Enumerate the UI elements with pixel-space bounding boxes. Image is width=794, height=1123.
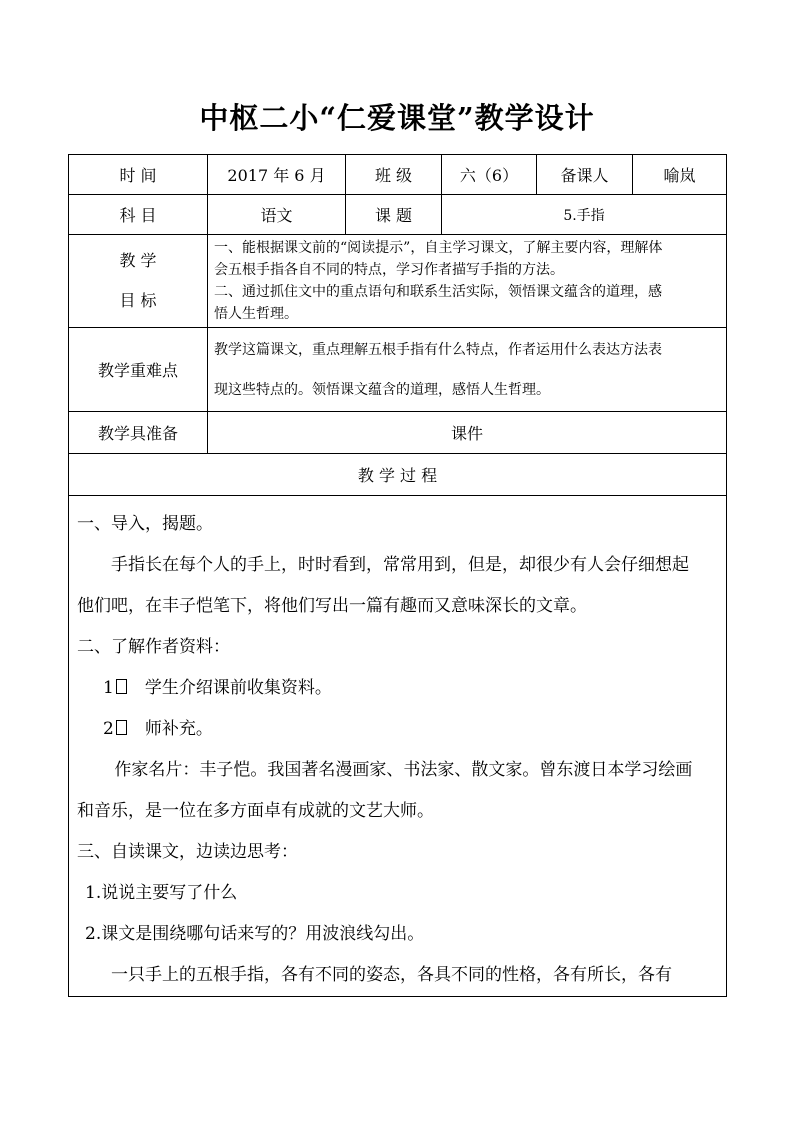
list-text: 师补充。 (144, 719, 213, 739)
paragraph-line: 他们吧，在丰子恺笔下，将他们写出一篇有趣而又意味深长的文章。 (77, 596, 587, 616)
process-header: 教 学 过 程 (69, 454, 727, 496)
time-value: 2017 年 6 月 (208, 155, 346, 195)
key-points-label: 教学重难点 (69, 328, 208, 412)
preparer-value: 喻岚 (633, 155, 727, 195)
prep-value: 课件 (208, 412, 727, 454)
list-number: 1 (103, 678, 114, 698)
list-number: 2 (103, 719, 114, 739)
box-glyph (116, 720, 127, 735)
paragraph-line: 和音乐，是一位在多方面卓有成就的文艺大师。 (77, 801, 434, 821)
subject-row (69, 195, 727, 235)
section-title: 一、导入，揭题。 (77, 514, 213, 534)
key-point-line: 现这些特点的。领悟课文蕴含的道理，感悟人生哲理。 (214, 381, 550, 398)
process-header-row (69, 454, 727, 496)
key-points-row (69, 328, 727, 412)
class-value: 六（6） (442, 155, 537, 195)
class-label: 班 级 (346, 155, 442, 195)
process-row (69, 496, 727, 997)
goals-content (208, 235, 727, 328)
info-row (69, 155, 727, 195)
goal-line: 一、能根据课文前的“阅读提示”，自主学习课文，了解主要内容，理解体 (214, 240, 663, 256)
question-line: 2.课文是围绕哪句话来写的？用波浪线勾出。 (85, 924, 425, 944)
process-content (69, 496, 727, 997)
key-point-line: 教学这篇课文，重点理解五根手指有什么特点，作者运用什么表达方法表 (214, 341, 662, 358)
preparer-label: 备课人 (537, 155, 633, 195)
goals-label-line1: 教 学 (119, 251, 157, 270)
goal-line: 会五根手指各自不同的特点，学习作者描写手指的方法。 (214, 262, 564, 278)
goal-line: 二、通过抓住文中的重点语句和联系生活实际，领悟课文蕴含的道理，感 (214, 284, 662, 300)
prep-row (69, 412, 727, 454)
topic-value: 5.手指 (442, 195, 727, 235)
list-text: 学生介绍课前收集资料。 (144, 678, 332, 698)
lesson-plan-table (68, 154, 727, 997)
paragraph-line: 作家名片：丰子恺。我国著名漫画家、书法家、散文家。曾东渡日本学习绘画 (114, 760, 693, 780)
subject-value: 语文 (208, 195, 346, 235)
key-points-content (208, 328, 727, 412)
goals-row (69, 235, 727, 328)
section-title: 三、自读课文，边读边思考： (77, 842, 298, 862)
time-label: 时 间 (69, 155, 208, 195)
section-title: 二、了解作者资料： (77, 637, 230, 657)
list-item (77, 668, 718, 709)
box-glyph (116, 679, 127, 694)
prep-label: 教学具准备 (69, 412, 208, 454)
goal-line: 悟人生哲理。 (214, 306, 298, 322)
subject-label: 科 目 (69, 195, 208, 235)
goals-label (69, 235, 208, 328)
page-title: 中枢二小“仁爱课堂”教学设计 (199, 101, 595, 135)
topic-label: 课 题 (346, 195, 442, 235)
paragraph-line: 手指长在每个人的手上，时时看到，常常用到，但是，却很少有人会仔细想起 (111, 555, 689, 575)
paragraph-line: 一只手上的五根手指，各有不同的姿态，各具不同的性格，各有所长，各有 (111, 965, 672, 985)
question-line: 1.说说主要写了什么 (85, 883, 238, 903)
list-item (77, 709, 718, 750)
goals-label-line2: 目 标 (119, 291, 157, 310)
